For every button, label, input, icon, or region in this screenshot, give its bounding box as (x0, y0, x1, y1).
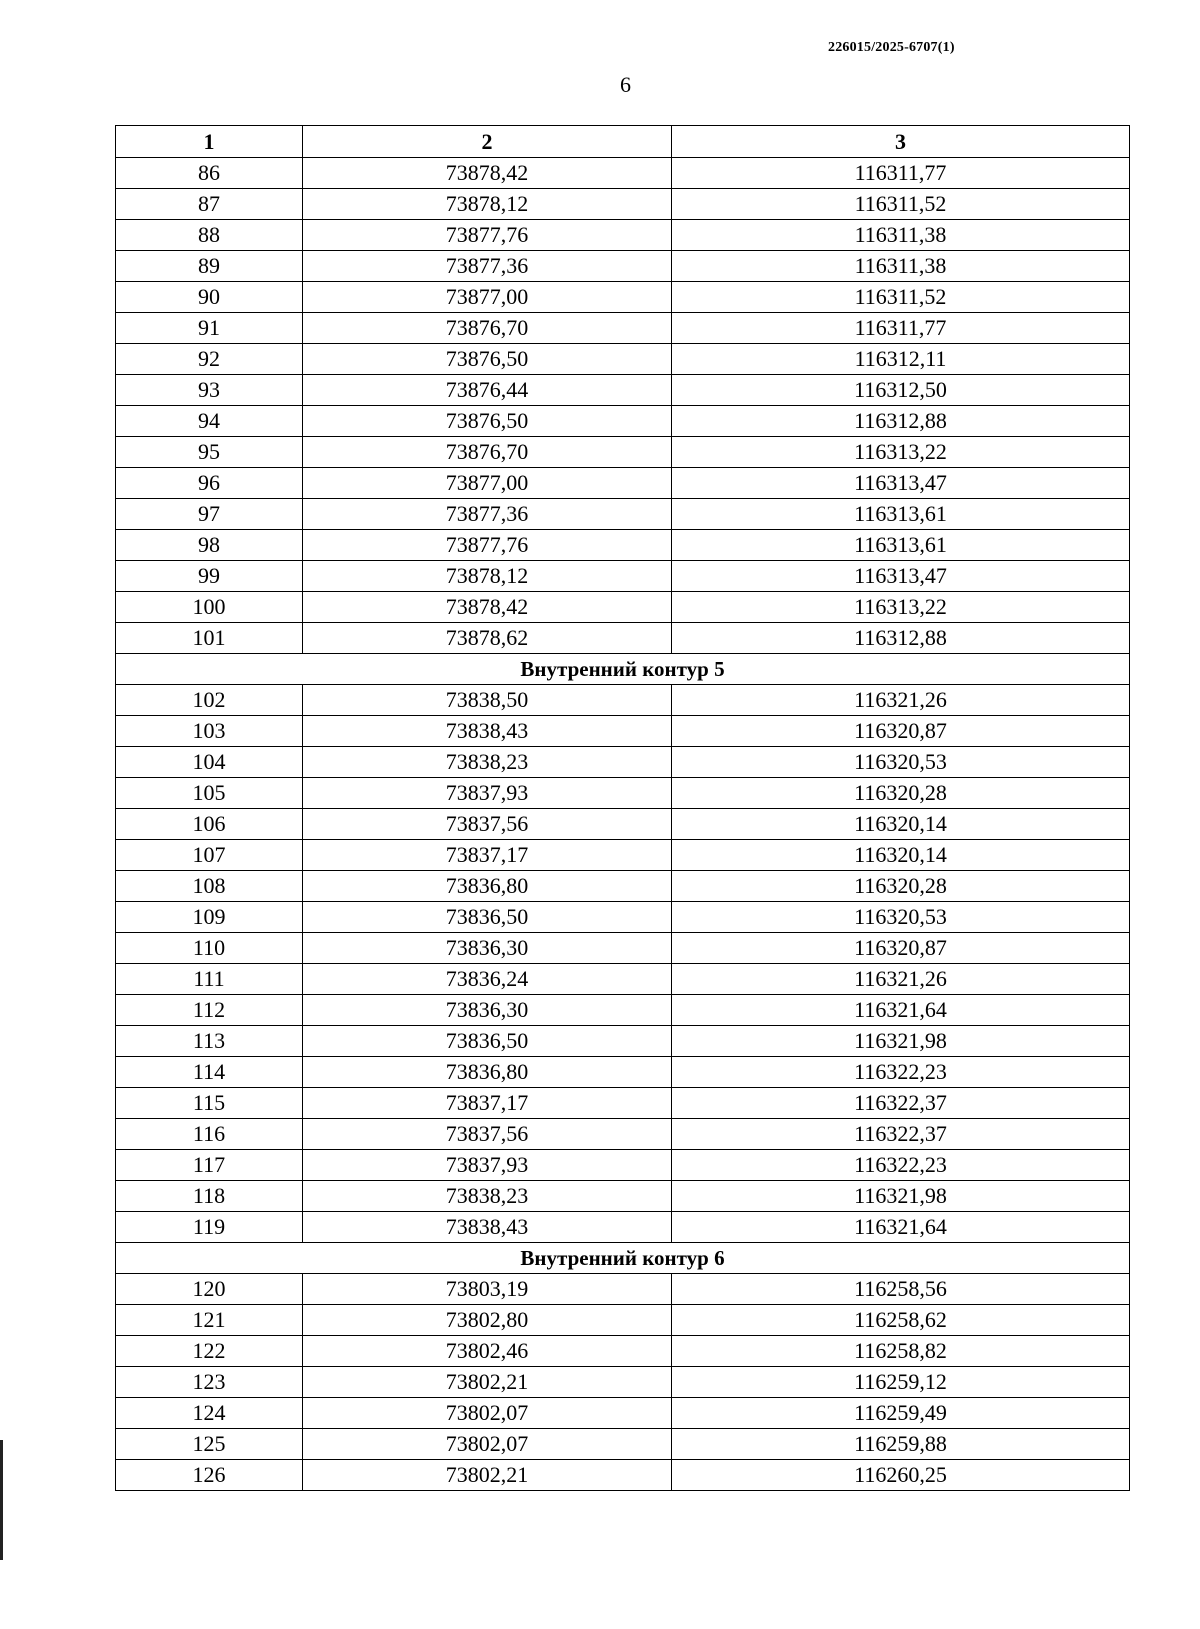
point-number-cell: 102 (116, 685, 303, 716)
table-row (116, 1460, 1130, 1491)
point-number-cell: 117 (116, 1150, 303, 1181)
point-number-cell: 87 (116, 189, 303, 220)
y-coordinate-cell: 116321,98 (672, 1026, 1130, 1057)
x-coordinate-cell: 73836,30 (303, 995, 672, 1026)
x-coordinate-cell: 73877,36 (303, 251, 672, 282)
document-number: 226015/2025-6707(1) (828, 40, 955, 55)
table-row (116, 1057, 1130, 1088)
y-coordinate-cell: 116322,23 (672, 1057, 1130, 1088)
point-number-cell: 115 (116, 1088, 303, 1119)
x-coordinate-cell: 73837,93 (303, 778, 672, 809)
table-row (116, 809, 1130, 840)
x-coordinate-cell: 73876,44 (303, 375, 672, 406)
coordinates-table (115, 125, 1130, 1491)
table-row (116, 282, 1130, 313)
y-coordinate-cell: 116259,12 (672, 1367, 1130, 1398)
x-coordinate-cell: 73877,00 (303, 468, 672, 499)
table-row (116, 716, 1130, 747)
x-coordinate-cell: 73836,30 (303, 933, 672, 964)
table-row (116, 592, 1130, 623)
point-number-cell: 98 (116, 530, 303, 561)
point-number-cell: 89 (116, 251, 303, 282)
y-coordinate-cell: 116311,77 (672, 158, 1130, 189)
column-header-1: 1 (116, 126, 303, 158)
point-number-cell: 94 (116, 406, 303, 437)
x-coordinate-cell: 73836,50 (303, 902, 672, 933)
y-coordinate-cell: 116259,88 (672, 1429, 1130, 1460)
table-row (116, 313, 1130, 344)
x-coordinate-cell: 73803,19 (303, 1274, 672, 1305)
point-number-cell: 95 (116, 437, 303, 468)
table-row (116, 530, 1130, 561)
x-coordinate-cell: 73802,46 (303, 1336, 672, 1367)
section-header-row (116, 654, 1130, 685)
y-coordinate-cell: 116311,38 (672, 251, 1130, 282)
x-coordinate-cell: 73837,56 (303, 1119, 672, 1150)
table-row (116, 158, 1130, 189)
table-row (116, 685, 1130, 716)
point-number-cell: 110 (116, 933, 303, 964)
x-coordinate-cell: 73837,17 (303, 840, 672, 871)
table-row (116, 1305, 1130, 1336)
x-coordinate-cell: 73877,36 (303, 499, 672, 530)
x-coordinate-cell: 73878,42 (303, 158, 672, 189)
y-coordinate-cell: 116258,82 (672, 1336, 1130, 1367)
point-number-cell: 96 (116, 468, 303, 499)
x-coordinate-cell: 73836,80 (303, 871, 672, 902)
y-coordinate-cell: 116311,77 (672, 313, 1130, 344)
y-coordinate-cell: 116321,26 (672, 964, 1130, 995)
x-coordinate-cell: 73837,56 (303, 809, 672, 840)
point-number-cell: 93 (116, 375, 303, 406)
point-number-cell: 114 (116, 1057, 303, 1088)
column-header-2: 2 (303, 126, 672, 158)
y-coordinate-cell: 116313,47 (672, 561, 1130, 592)
y-coordinate-cell: 116260,25 (672, 1460, 1130, 1491)
point-number-cell: 108 (116, 871, 303, 902)
x-coordinate-cell: 73877,76 (303, 220, 672, 251)
y-coordinate-cell: 116259,49 (672, 1398, 1130, 1429)
table-row (116, 251, 1130, 282)
x-coordinate-cell: 73838,43 (303, 1212, 672, 1243)
x-coordinate-cell: 73838,23 (303, 747, 672, 778)
point-number-cell: 112 (116, 995, 303, 1026)
y-coordinate-cell: 116320,14 (672, 809, 1130, 840)
table-row (116, 189, 1130, 220)
y-coordinate-cell: 116313,61 (672, 530, 1130, 561)
point-number-cell: 99 (116, 561, 303, 592)
y-coordinate-cell: 116322,23 (672, 1150, 1130, 1181)
y-coordinate-cell: 116313,22 (672, 437, 1130, 468)
table-row (116, 1088, 1130, 1119)
table-body (116, 158, 1130, 1491)
section-title: Внутренний контур 5 (116, 654, 1130, 685)
table-row (116, 220, 1130, 251)
table-row (116, 437, 1130, 468)
y-coordinate-cell: 116312,88 (672, 623, 1130, 654)
table-row (116, 933, 1130, 964)
x-coordinate-cell: 73838,50 (303, 685, 672, 716)
x-coordinate-cell: 73878,12 (303, 561, 672, 592)
column-header-3: 3 (672, 126, 1130, 158)
y-coordinate-cell: 116258,62 (672, 1305, 1130, 1336)
table-row (116, 1336, 1130, 1367)
coordinates-table-container (115, 125, 1129, 1491)
x-coordinate-cell: 73802,07 (303, 1429, 672, 1460)
table-row (116, 1212, 1130, 1243)
y-coordinate-cell: 116313,61 (672, 499, 1130, 530)
y-coordinate-cell: 116320,53 (672, 902, 1130, 933)
point-number-cell: 125 (116, 1429, 303, 1460)
table-row (116, 499, 1130, 530)
x-coordinate-cell: 73836,50 (303, 1026, 672, 1057)
table-row (116, 344, 1130, 375)
y-coordinate-cell: 116312,50 (672, 375, 1130, 406)
y-coordinate-cell: 116321,98 (672, 1181, 1130, 1212)
point-number-cell: 100 (116, 592, 303, 623)
y-coordinate-cell: 116320,53 (672, 747, 1130, 778)
y-coordinate-cell: 116312,11 (672, 344, 1130, 375)
y-coordinate-cell: 116313,47 (672, 468, 1130, 499)
table-row (116, 1150, 1130, 1181)
table-row (116, 1181, 1130, 1212)
point-number-cell: 92 (116, 344, 303, 375)
point-number-cell: 109 (116, 902, 303, 933)
point-number-cell: 104 (116, 747, 303, 778)
point-number-cell: 118 (116, 1181, 303, 1212)
table-row (116, 561, 1130, 592)
y-coordinate-cell: 116320,28 (672, 778, 1130, 809)
x-coordinate-cell: 73876,50 (303, 406, 672, 437)
table-row (116, 1398, 1130, 1429)
x-coordinate-cell: 73802,21 (303, 1367, 672, 1398)
table-row (116, 871, 1130, 902)
table-row (116, 964, 1130, 995)
point-number-cell: 105 (116, 778, 303, 809)
table-row (116, 840, 1130, 871)
y-coordinate-cell: 116321,26 (672, 685, 1130, 716)
y-coordinate-cell: 116313,22 (672, 592, 1130, 623)
table-row (116, 1026, 1130, 1057)
x-coordinate-cell: 73878,12 (303, 189, 672, 220)
point-number-cell: 116 (116, 1119, 303, 1150)
table-row (116, 1274, 1130, 1305)
point-number-cell: 88 (116, 220, 303, 251)
point-number-cell: 119 (116, 1212, 303, 1243)
point-number-cell: 122 (116, 1336, 303, 1367)
y-coordinate-cell: 116322,37 (672, 1088, 1130, 1119)
x-coordinate-cell: 73876,70 (303, 437, 672, 468)
y-coordinate-cell: 116320,87 (672, 716, 1130, 747)
table-row (116, 778, 1130, 809)
x-coordinate-cell: 73878,42 (303, 592, 672, 623)
point-number-cell: 106 (116, 809, 303, 840)
x-coordinate-cell: 73876,50 (303, 344, 672, 375)
point-number-cell: 111 (116, 964, 303, 995)
table-row (116, 1119, 1130, 1150)
point-number-cell: 113 (116, 1026, 303, 1057)
y-coordinate-cell: 116311,38 (672, 220, 1130, 251)
point-number-cell: 91 (116, 313, 303, 344)
point-number-cell: 86 (116, 158, 303, 189)
y-coordinate-cell: 116322,37 (672, 1119, 1130, 1150)
y-coordinate-cell: 116311,52 (672, 282, 1130, 313)
x-coordinate-cell: 73837,93 (303, 1150, 672, 1181)
table-header-row (116, 126, 1130, 158)
x-coordinate-cell: 73837,17 (303, 1088, 672, 1119)
x-coordinate-cell: 73838,23 (303, 1181, 672, 1212)
x-coordinate-cell: 73836,24 (303, 964, 672, 995)
point-number-cell: 123 (116, 1367, 303, 1398)
point-number-cell: 124 (116, 1398, 303, 1429)
point-number-cell: 126 (116, 1460, 303, 1491)
x-coordinate-cell: 73802,07 (303, 1398, 672, 1429)
x-coordinate-cell: 73802,80 (303, 1305, 672, 1336)
x-coordinate-cell: 73877,00 (303, 282, 672, 313)
point-number-cell: 121 (116, 1305, 303, 1336)
y-coordinate-cell: 116321,64 (672, 995, 1130, 1026)
table-row (116, 406, 1130, 437)
x-coordinate-cell: 73878,62 (303, 623, 672, 654)
point-number-cell: 101 (116, 623, 303, 654)
point-number-cell: 103 (116, 716, 303, 747)
table-row (116, 1367, 1130, 1398)
section-header-row (116, 1243, 1130, 1274)
point-number-cell: 90 (116, 282, 303, 313)
table-row (116, 902, 1130, 933)
y-coordinate-cell: 116320,87 (672, 933, 1130, 964)
scan-edge-mark (0, 1440, 3, 1560)
table-row (116, 1429, 1130, 1460)
y-coordinate-cell: 116320,28 (672, 871, 1130, 902)
point-number-cell: 120 (116, 1274, 303, 1305)
point-number-cell: 97 (116, 499, 303, 530)
y-coordinate-cell: 116321,64 (672, 1212, 1130, 1243)
point-number-cell: 107 (116, 840, 303, 871)
x-coordinate-cell: 73802,21 (303, 1460, 672, 1491)
x-coordinate-cell: 73836,80 (303, 1057, 672, 1088)
table-row (116, 468, 1130, 499)
x-coordinate-cell: 73877,76 (303, 530, 672, 561)
table-row (116, 375, 1130, 406)
y-coordinate-cell: 116258,56 (672, 1274, 1130, 1305)
table-row (116, 995, 1130, 1026)
section-title: Внутренний контур 6 (116, 1243, 1130, 1274)
y-coordinate-cell: 116320,14 (672, 840, 1130, 871)
x-coordinate-cell: 73838,43 (303, 716, 672, 747)
table-row (116, 747, 1130, 778)
table-row (116, 623, 1130, 654)
y-coordinate-cell: 116312,88 (672, 406, 1130, 437)
y-coordinate-cell: 116311,52 (672, 189, 1130, 220)
page-number: 6 (620, 72, 631, 97)
x-coordinate-cell: 73876,70 (303, 313, 672, 344)
